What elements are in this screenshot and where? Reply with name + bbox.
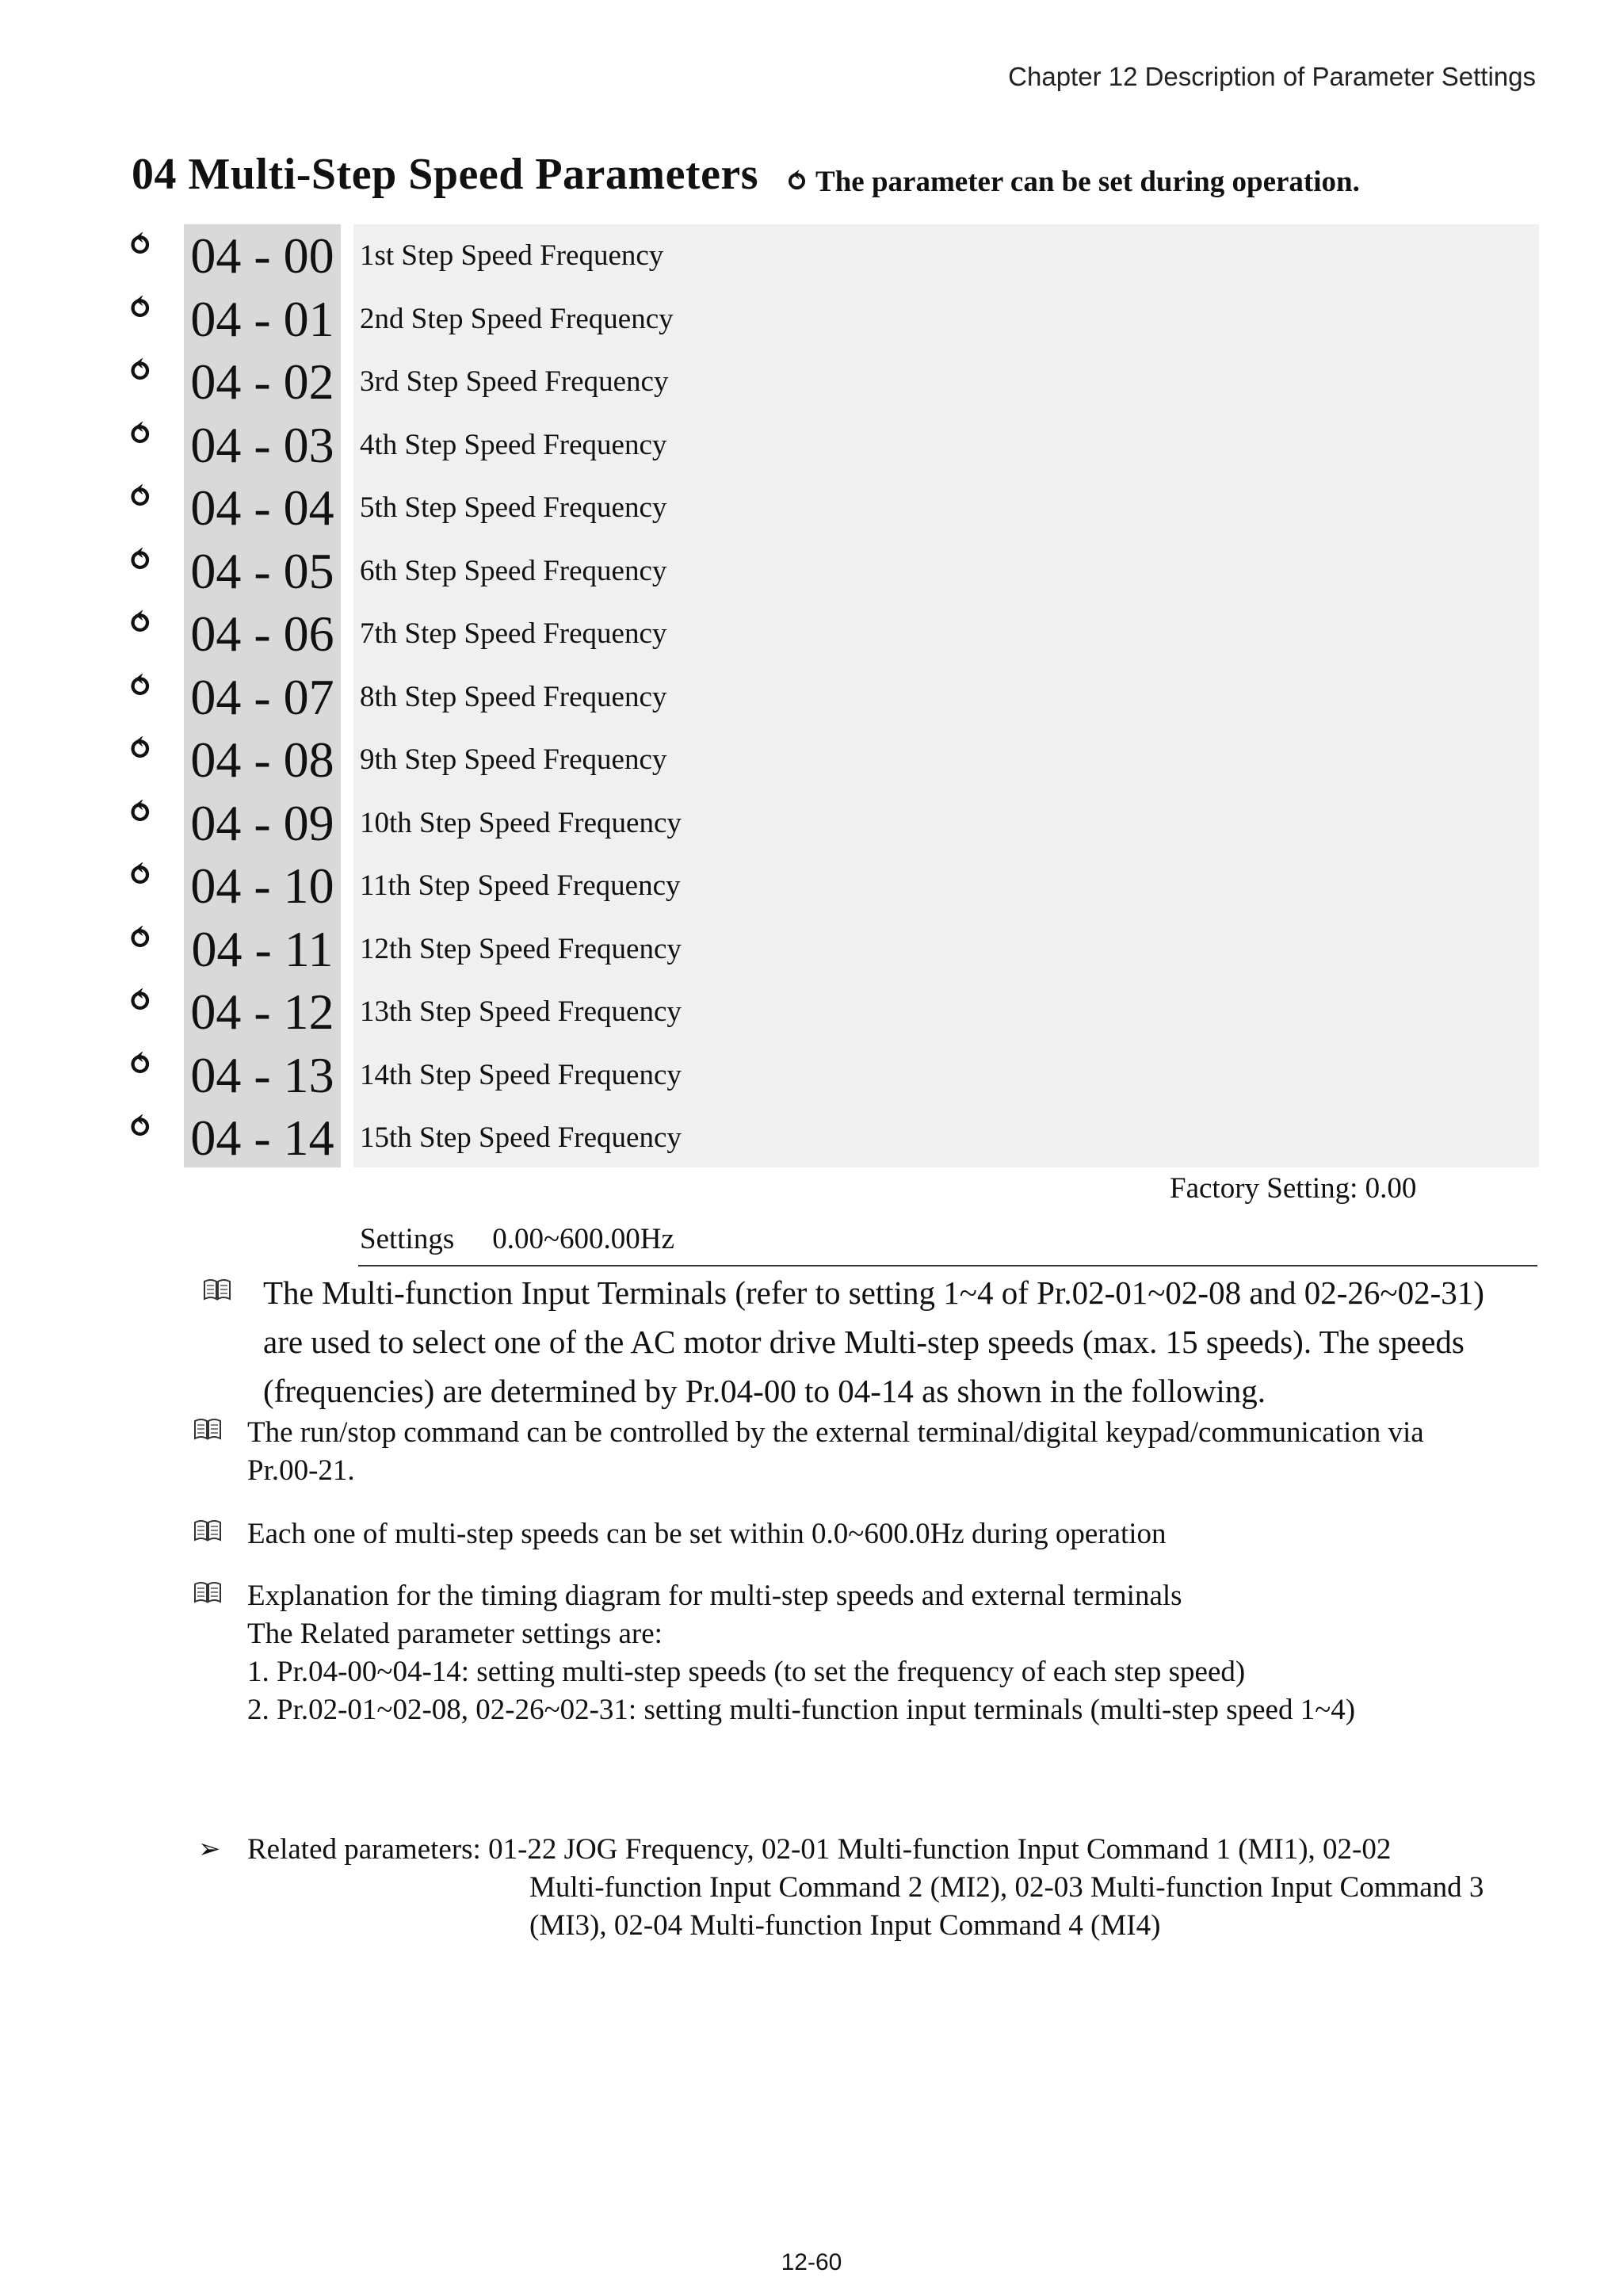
note-line: The Multi-function Input Terminals (refer to setting 1~4 of Pr.02-01~02-08 and 02-26~02-31)	[263, 1274, 1484, 1311]
runnable-flag-icon: ⥀	[127, 731, 154, 766]
related-rest	[529, 1869, 1623, 1945]
related-line: (MI3), 02-04 Multi-function Input Command 4 (MI4)	[529, 1909, 1161, 1942]
parameter-row	[127, 288, 1539, 351]
parameter-name: 14th Step Speed Frequency	[360, 1058, 682, 1091]
parameter-code: 04 - 13	[190, 1046, 334, 1103]
parameter-row	[127, 666, 1539, 729]
parameter-code: 04 - 09	[190, 794, 334, 851]
book-icon	[193, 1580, 222, 1604]
runnable-note-text: The parameter can be set during operation.	[815, 166, 1360, 198]
parameter-row	[127, 224, 1539, 288]
parameter-code: 04 - 04	[190, 479, 334, 536]
parameter-row	[127, 1106, 1539, 1170]
parameter-name: 12th Step Speed Frequency	[360, 932, 682, 965]
settings-value: 0.00~600.00Hz	[492, 1223, 674, 1255]
parameter-row	[127, 414, 1539, 477]
parameter-name: 15th Step Speed Frequency	[360, 1121, 682, 1154]
parameter-code: 04 - 11	[191, 920, 334, 977]
note-line: Explanation for the timing diagram for multi-step speeds and external terminals	[247, 1580, 1182, 1612]
note-line: (frequencies) are determined by Pr.04-00 to 04-14 as shown in the following.	[263, 1373, 1266, 1409]
book-icon	[193, 1519, 222, 1542]
runnable-flag-icon: ⥀	[127, 1109, 154, 1144]
parameter-row	[127, 602, 1539, 666]
parameter-name: 13th Step Speed Frequency	[360, 995, 682, 1028]
parameter-name: 5th Step Speed Frequency	[360, 491, 667, 524]
parameter-name: 2nd Step Speed Frequency	[360, 302, 674, 335]
section-title: 04 Multi-Step Speed Parameters	[132, 150, 759, 199]
parameter-name: 4th Step Speed Frequency	[360, 428, 667, 461]
parameter-row	[127, 728, 1539, 792]
note-line: 2. Pr.02-01~02-08, 02-26~02-31: setting multi-function input terminals (multi-step speed 1~4)	[247, 1694, 1356, 1726]
parameter-name: 1st Step Speed Frequency	[360, 239, 664, 272]
runnable-flag-icon: ⥀	[785, 166, 810, 198]
page-number: 12-60	[781, 2249, 842, 2275]
note-line: Each one of multi-step speeds can be set within 0.0~600.0Hz during operation	[247, 1518, 1167, 1550]
parameter-code: 04 - 10	[190, 858, 334, 914]
runnable-flag-icon: ⥀	[127, 1045, 154, 1082]
runnable-flag-icon: ⥀	[127, 479, 154, 514]
parameter-row	[127, 980, 1539, 1044]
parameter-code: 04 - 05	[190, 542, 334, 599]
runnable-flag-icon: ⥀	[127, 857, 154, 892]
parameter-row	[127, 918, 1539, 981]
note-line: Pr.00-21.	[247, 1454, 355, 1487]
parameter-row	[127, 540, 1539, 603]
runnable-flag-icon: ⥀	[127, 353, 154, 388]
book-icon	[193, 1417, 222, 1441]
note-line: 1. Pr.04-00~04-14: setting multi-step speeds (to set the frequency of each step speed)	[247, 1656, 1246, 1688]
parameter-name: 7th Step Speed Frequency	[360, 617, 667, 650]
running-header: Chapter 12 Description of Parameter Settings	[1008, 62, 1536, 91]
runnable-flag-icon: ⥀	[127, 667, 154, 704]
parameter-name: 9th Step Speed Frequency	[360, 743, 667, 776]
settings-divider	[358, 1265, 1537, 1266]
parameter-table	[127, 224, 1539, 1167]
runnable-flag-icon: ⥀	[127, 983, 154, 1018]
book-icon	[203, 1278, 231, 1301]
parameter-row	[127, 1044, 1539, 1107]
settings-line	[360, 1222, 674, 1256]
related-line: Multi-function Input Command 2 (MI2), 02-03 Multi-function Input Command 3	[529, 1871, 1484, 1904]
parameter-row	[127, 854, 1539, 918]
arrow-bullet-icon: ➢	[198, 1835, 221, 1864]
note-line: The Related parameter settings are:	[247, 1618, 663, 1650]
parameter-code: 04 - 00	[190, 227, 334, 284]
parameter-code: 04 - 14	[190, 1110, 334, 1166]
note-line: The run/stop command can be controlled by the external terminal/digital keypad/communication via	[247, 1416, 1424, 1449]
settings-label: Settings	[360, 1223, 455, 1255]
parameter-name: 11th Step Speed Frequency	[360, 869, 681, 902]
parameter-row	[127, 476, 1539, 540]
parameter-code: 04 - 08	[190, 732, 334, 788]
runnable-flag-icon: ⥀	[127, 289, 154, 326]
parameter-name: 8th Step Speed Frequency	[360, 680, 667, 713]
runnable-flag-icon: ⥀	[127, 919, 154, 956]
note-line: are used to select one of the AC motor drive Multi-step speeds (max. 15 speeds). The speeds	[263, 1324, 1465, 1360]
runnable-flag-icon: ⥀	[127, 541, 154, 578]
parameter-row	[127, 792, 1539, 855]
runnable-flag-icon: ⥀	[127, 415, 154, 452]
parameter-name: 3rd Step Speed Frequency	[360, 365, 669, 398]
parameter-row	[127, 350, 1539, 414]
runnable-flag-icon: ⥀	[127, 793, 154, 830]
factory-setting: Factory Setting: 0.00	[1170, 1172, 1417, 1205]
parameter-code: 04 - 07	[190, 668, 334, 725]
parameter-code: 04 - 01	[190, 290, 334, 347]
parameter-code: 04 - 02	[190, 353, 334, 410]
parameter-name: 6th Step Speed Frequency	[360, 554, 667, 587]
parameter-name: 10th Step Speed Frequency	[360, 806, 682, 839]
parameter-code: 04 - 03	[190, 416, 334, 473]
parameter-code: 04 - 12	[190, 984, 334, 1040]
related-lead: Related parameters: 01-22 JOG Frequency, 02-01 Multi-function Input Command 1 (MI1), 02-02	[247, 1833, 1392, 1866]
parameter-code: 04 - 06	[190, 606, 334, 662]
runnable-note	[785, 163, 1360, 199]
runnable-flag-icon: ⥀	[127, 605, 154, 640]
runnable-flag-icon: ⥀	[127, 227, 154, 262]
